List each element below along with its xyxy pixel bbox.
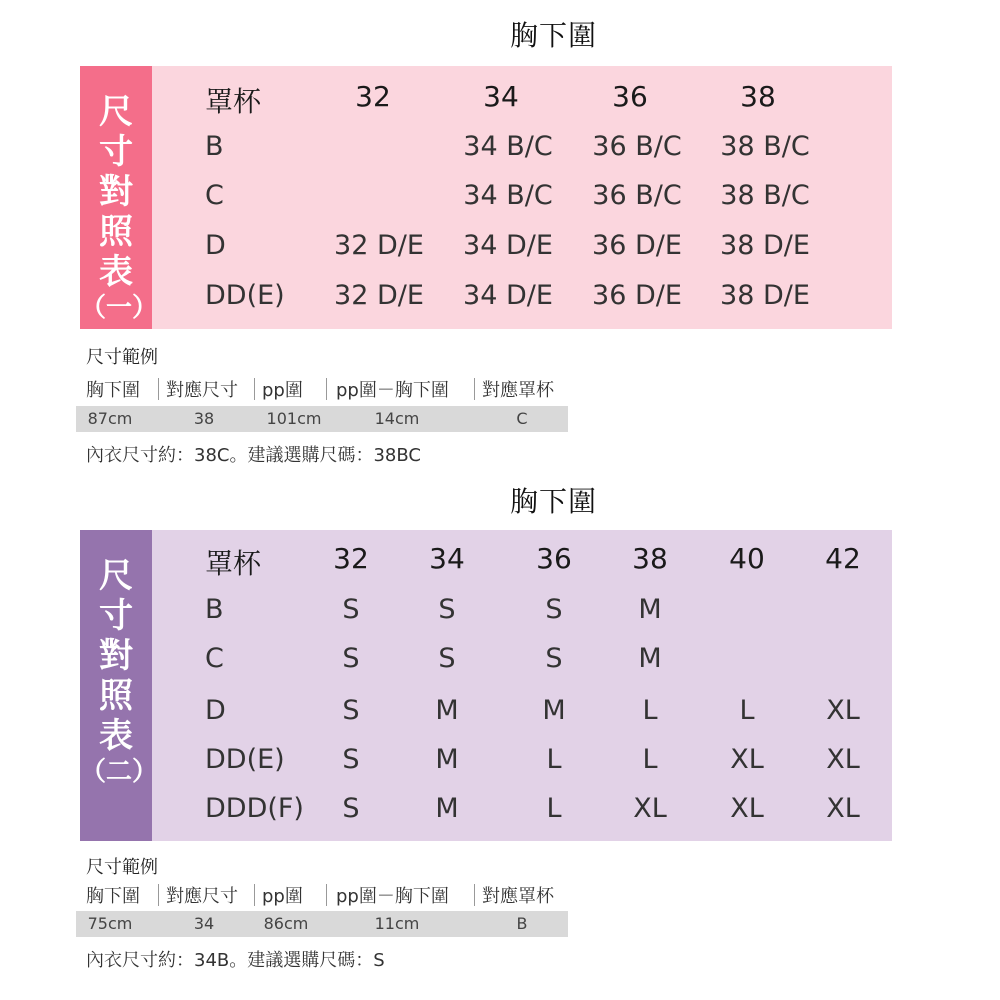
size-cell: 34 D/E [463,280,553,311]
header-band-size: 42 [825,542,861,575]
size-cell: 34 B/C [463,131,553,162]
size-cell: M [435,793,459,824]
size-recommendation-2: 內衣尺寸約：34B。建議選購尺碼：S [86,950,385,971]
size-example-header-2 [86,882,586,908]
size-example-title-1: 尺寸範例 [86,347,158,368]
side-label-text [80,556,152,756]
header-band-size: 36 [612,80,648,113]
side-label-number: （一） [80,293,159,323]
range-value: 87cm [87,409,133,428]
divider [474,884,475,906]
divider [254,884,255,906]
row-cup-label: DD(E) [205,744,285,775]
range-header: 胸下圍 [86,886,140,907]
size-cell: S [342,643,360,674]
row-cup-label: C [205,643,224,674]
values-band [76,911,568,937]
range-header: 對應尺寸 [166,886,238,907]
side-label-char: 尺 [99,556,133,596]
size-cell: 34 B/C [463,180,553,211]
size-cell: 36 D/E [592,230,682,261]
size-cell: 36 B/C [592,131,682,162]
size-cell: XL [826,793,860,824]
size-cell: 36 B/C [592,180,682,211]
range-value: 75cm [87,914,133,933]
side-label-text [80,92,152,292]
size-example-values-2 [0,911,1000,937]
size-cell: S [438,594,456,625]
size-cell: L [546,744,562,775]
size-example-header-1 [86,376,586,402]
range-value: 101cm [266,409,322,428]
range-header: pp圍 [262,380,303,401]
range-value: C [516,409,528,428]
side-label-char: 寸 [99,132,133,172]
size-example-title-2: 尺寸範例 [86,857,158,878]
range-value: 14cm [374,409,420,428]
size-cell: M [638,643,662,674]
row-cup-label: B [205,594,224,625]
row-cup-label: D [205,230,226,261]
size-cell: M [638,594,662,625]
values-band [76,406,568,432]
range-header: 對應尺寸 [166,380,238,401]
size-cell: 32 D/E [334,280,424,311]
header-band-size: 32 [333,542,369,575]
size-cell: L [739,695,755,726]
divider [254,378,255,400]
size-cell: S [545,594,563,625]
size-cell: XL [633,793,667,824]
header-band-size: 38 [632,542,668,575]
range-header: 對應罩杯 [482,886,554,907]
size-cell: M [435,744,459,775]
size-cell: XL [826,695,860,726]
table2-heading: 胸下圍 [510,485,598,518]
range-value: 11cm [374,914,420,933]
size-cell: S [438,643,456,674]
size-cell: 36 D/E [592,280,682,311]
size-example-values-1 [0,406,1000,432]
size-cell: L [642,744,658,775]
header-cup-label: 罩杯 [205,547,262,580]
header-band-size: 40 [729,542,765,575]
row-cup-label: DD(E) [205,280,285,311]
range-header: 對應罩杯 [482,380,554,401]
range-value: B [516,914,528,933]
header-band-size: 34 [429,542,465,575]
side-label-char: 對 [99,172,133,212]
size-cell: M [542,695,566,726]
header-band-size: 32 [355,80,391,113]
side-label-char: 表 [99,252,133,292]
size-cell: 38 D/E [720,280,810,311]
size-cell: XL [826,744,860,775]
size-cell: 38 D/E [720,230,810,261]
side-label-char: 照 [99,212,133,252]
divider [326,884,327,906]
header-band-size: 34 [483,80,519,113]
size-cell: 38 B/C [720,131,810,162]
range-header: pp圍－胸下圍 [336,380,449,401]
size-chart-2-side-label [80,530,159,841]
size-chart-1 [80,66,892,329]
size-cell: 34 D/E [463,230,553,261]
side-label-char: 對 [99,636,133,676]
size-recommendation-1: 內衣尺寸約：38C。建議選購尺碼：38BC [86,445,421,466]
header-cup-label: 罩杯 [205,85,262,118]
range-header: pp圍 [262,886,303,907]
side-label-number: （二） [80,757,159,787]
size-cell: L [546,793,562,824]
size-cell: 32 D/E [334,230,424,261]
size-cell: S [342,793,360,824]
side-label-char: 表 [99,716,133,756]
side-label-char: 尺 [99,92,133,132]
size-cell: 38 B/C [720,180,810,211]
divider [326,378,327,400]
divider [158,378,159,400]
range-value: 86cm [263,914,309,933]
range-value: 38 [193,409,215,428]
header-band-size: 36 [536,542,572,575]
size-cell: M [435,695,459,726]
size-chart-1-side-label [80,66,159,329]
size-cell: XL [730,744,764,775]
range-header: pp圍－胸下圍 [336,886,449,907]
row-cup-label: D [205,695,226,726]
size-cell: S [342,594,360,625]
divider [474,378,475,400]
table1-heading: 胸下圍 [510,19,598,52]
size-cell: S [342,695,360,726]
size-cell: L [642,695,658,726]
row-cup-label: B [205,131,224,162]
header-band-size: 38 [740,80,776,113]
size-cell: S [545,643,563,674]
range-header: 胸下圍 [86,380,140,401]
size-cell: S [342,744,360,775]
row-cup-label: C [205,180,224,211]
size-chart-2 [80,530,892,841]
range-value: 34 [193,914,215,933]
divider [158,884,159,906]
size-cell: XL [730,793,764,824]
side-label-char: 照 [99,676,133,716]
row-cup-label: DDD(F) [205,793,304,824]
side-label-char: 寸 [99,596,133,636]
